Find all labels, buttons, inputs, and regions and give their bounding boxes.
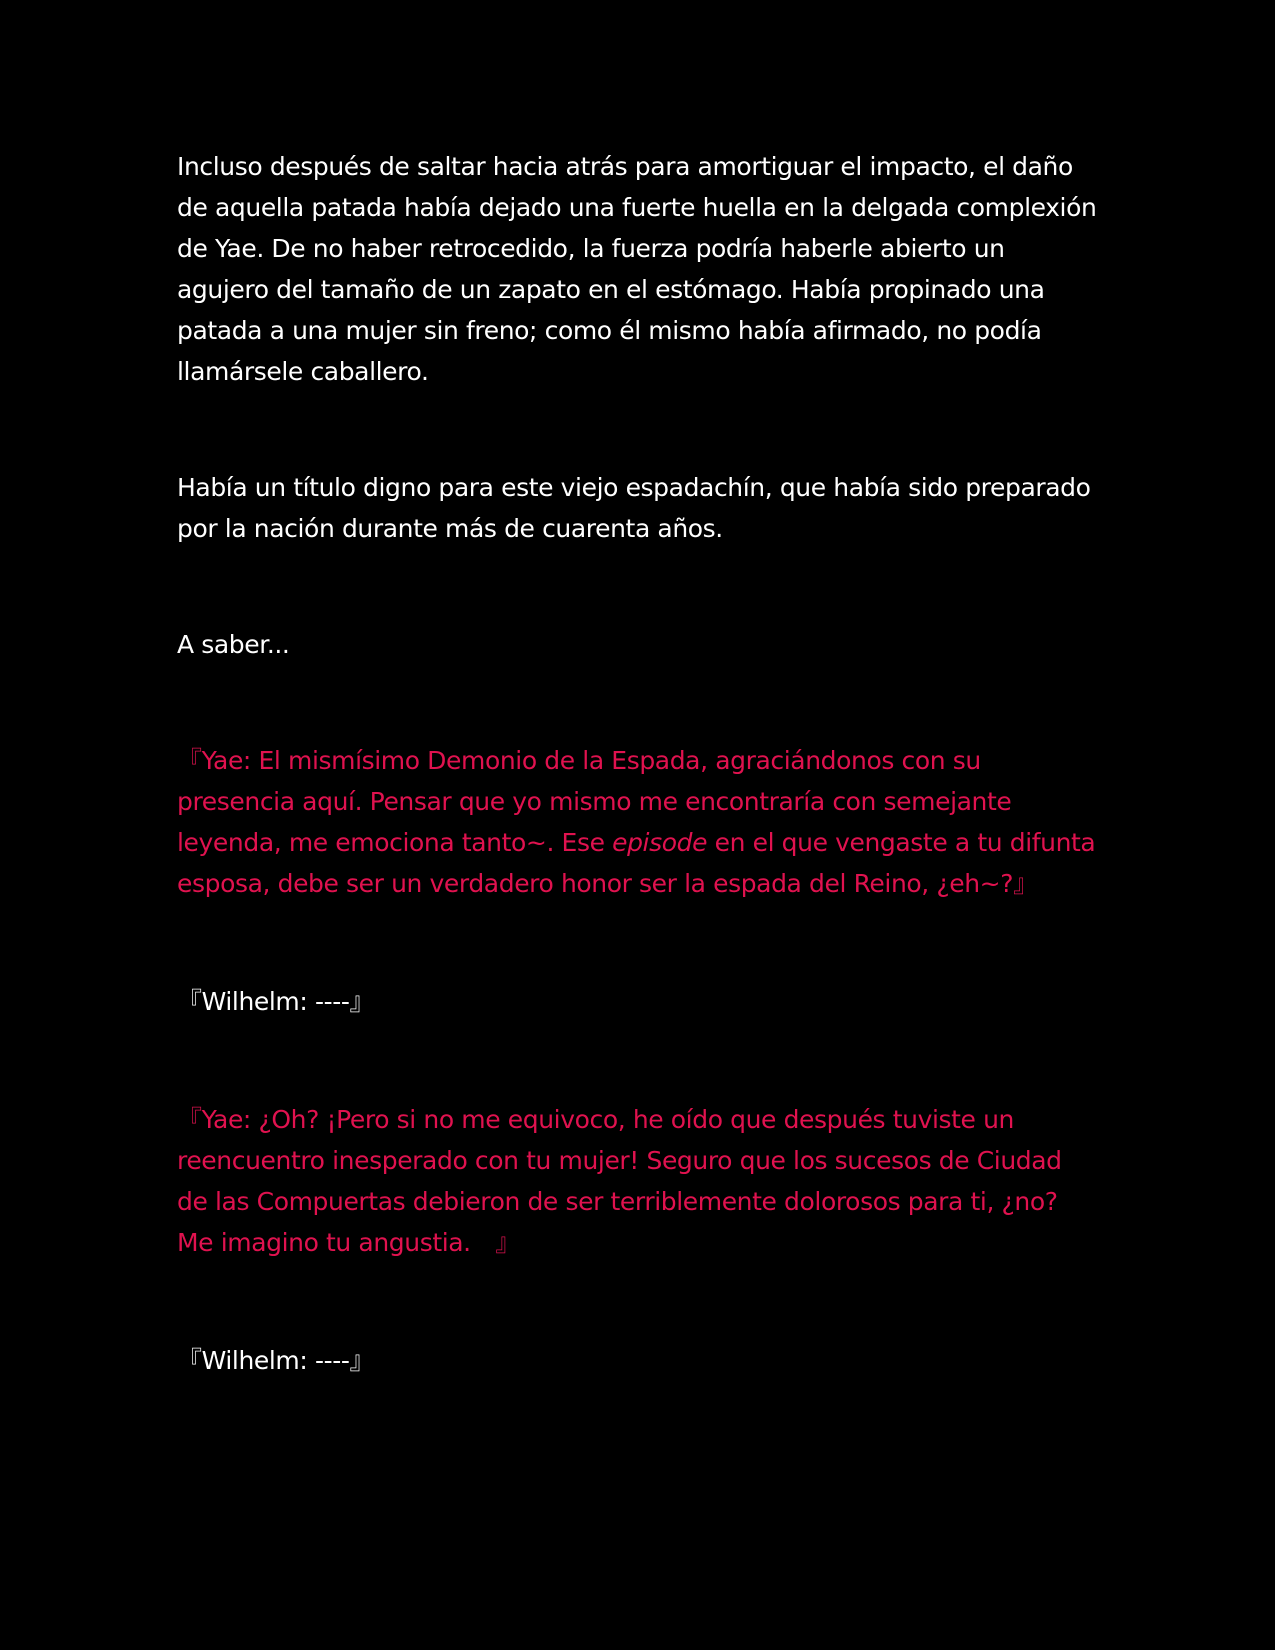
yae-dialogue-2: 『Yae: ¿Oh? ¡Pero si no me equivoco, he oído que después tuviste un reencuentro inesperado con tu mujer! Seguro que los sucesos de Ciudad de las Compuertas debieron de ser terriblemente dolorosos para ti, ¿no? Me imagino tu angustia. 』: [177, 1105, 1062, 1257]
wilhelm-dialogue-2: 『Wilhelm: ----』: [177, 1346, 375, 1375]
yae-dialogue-1-start: 『Yae: El mismísimo Demonio de la Espada, agraciándonos con su presencia aquí. Pensar que yo mismo me encontraría con semejante leyenda, me emociona tanto~. Ese: [177, 746, 1012, 857]
wilhelm-dialogue-1: 『Wilhelm: ----』: [177, 987, 375, 1016]
narration-paragraph-2: Había un título digno para este viejo espadachín, que había sido preparado por la nación durante más de cuarenta años.: [177, 473, 1091, 543]
yae-dialogue-1: [177, 740, 1097, 904]
narration-paragraph-1: Incluso después de saltar hacia atrás para amortiguar el impacto, el daño de aquella patada había dejado una fuerte huella en la delgada complexión de Yae. De no haber retrocedido, la fuerza podría haberle abierto un agujero del tamaño de un zapato en el estómago. Había propinado una patada a una mujer sin freno; como él mismo había afirmado, no podía llamársele caballero.: [177, 152, 1097, 386]
yae-dialogue-1-italic: episode: [612, 828, 708, 857]
document-page: [177, 146, 1097, 1381]
yae-dialogue-1-end: en el que vengaste a tu difunta esposa, debe ser un verdadero honor ser la espada del Reino, ¿eh~?』: [177, 828, 1096, 898]
narration-paragraph-3: A saber...: [177, 630, 290, 659]
